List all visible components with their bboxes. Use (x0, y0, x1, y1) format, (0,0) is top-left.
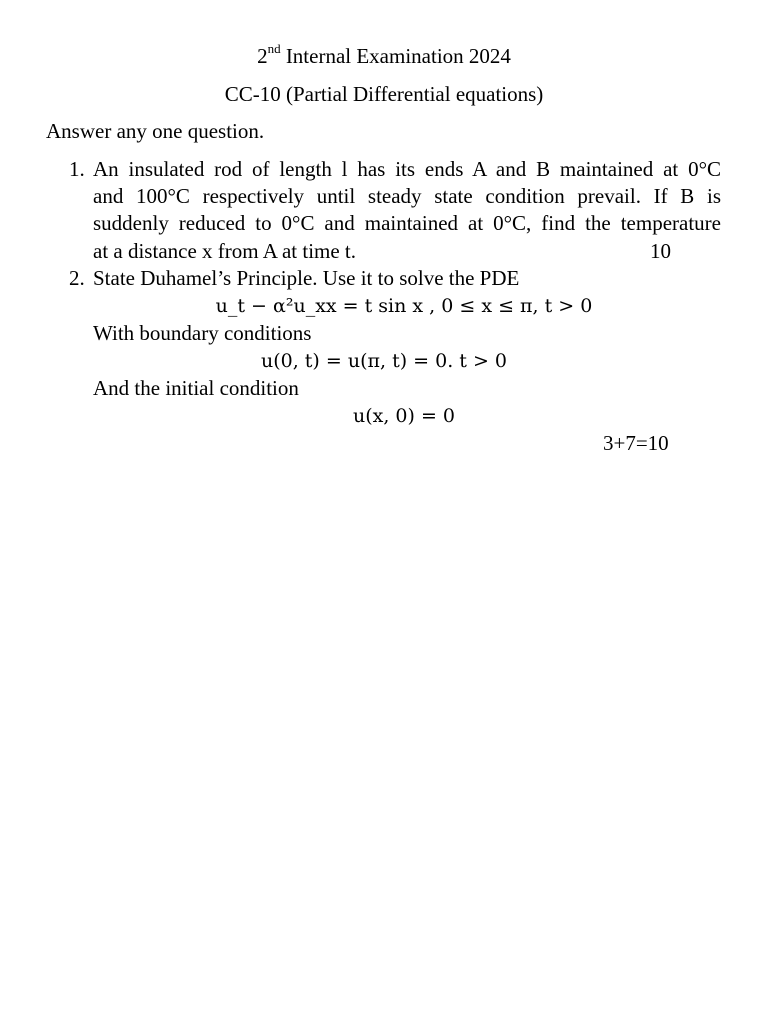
question-1-number: 1. (69, 157, 85, 181)
question-1-line-4: at a distance x from A at time t. (93, 239, 357, 263)
title-number: 2 (257, 44, 268, 68)
pde-equation-text: u_t − α²u_xx = t sin x , 0 ≤ x ≤ π, t > 0 (215, 295, 593, 317)
question-1-line-3 (93, 209, 721, 237)
boundary-label: With boundary conditions (93, 321, 312, 345)
pde-equation (20, 292, 768, 320)
exam-title (0, 42, 768, 70)
boundary-equation (0, 347, 768, 375)
exam-subtitle: CC-10 (Partial Differential equations) (224, 82, 544, 106)
question-2-number: 2. (69, 266, 85, 290)
question-1-line-2 (93, 182, 721, 210)
question-1-line-1 (93, 155, 721, 183)
q1-line-3-text: suddenly reduced to 0°C and maintained at 0°C, find the temperature (93, 211, 721, 235)
q1-line-2-text: and 100°C respectively until steady state condition prevail. If B is (93, 184, 721, 208)
title-rest: Internal Examination 2024 (280, 44, 511, 68)
question-1-marks: 10 (650, 239, 671, 263)
initial-equation-text: u(x, 0) = 0 (352, 405, 456, 427)
q1-line-1-text: An insulated rod of length l has its ends A and B maintained at 0°C (93, 157, 721, 181)
question-2-marks: 3+7=10 (603, 431, 669, 455)
instruction: Answer any one question. (46, 119, 265, 143)
initial-equation (20, 402, 768, 430)
title-ordinal-suffix: nd (267, 41, 281, 56)
question-2-intro: State Duhamel’s Principle. Use it to solve the PDE (93, 266, 520, 290)
initial-label: And the initial condition (93, 376, 299, 400)
boundary-equation-text: u(0, t) = u(π, t) = 0. t > 0 (260, 350, 508, 372)
